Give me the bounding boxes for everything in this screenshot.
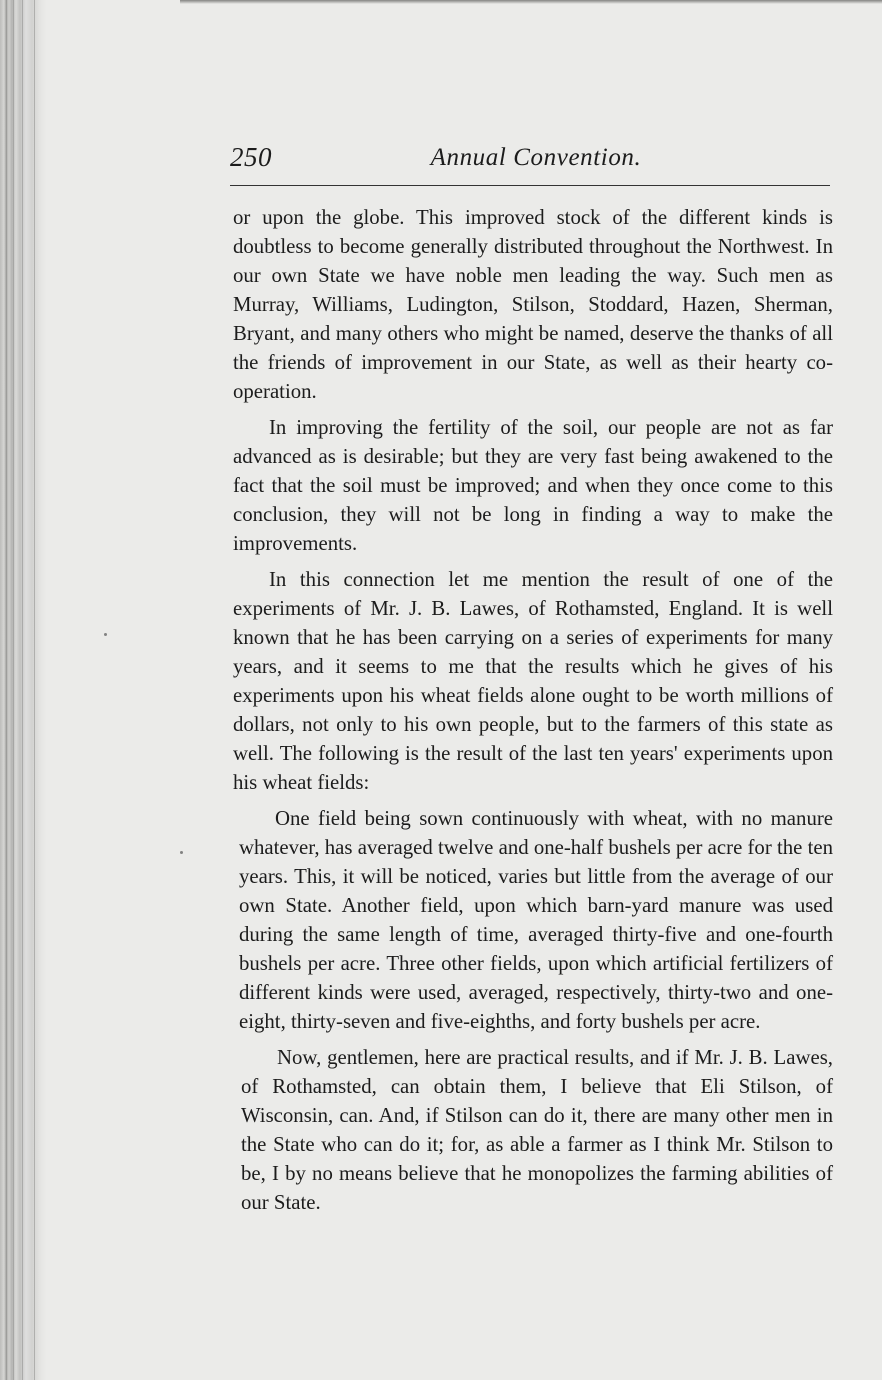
paragraph: or upon the globe. This improved stock of the different kinds is doubtless to become generally distributed throughout the Northwest. In our own State we have noble men leading the way. Such men as Murray, Williams, Ludington, Stilson, Stoddard, Hazen, Sherman, Bryant, and many others who might be named, deserve the thanks of all the friends of improvement in our State, as well as their hearty co-operation. <box>233 206 833 403</box>
paragraph: In this connection let me mention the result of one of the experiments of Mr. J. B. Lawes, of Rothamsted, England. It is well known that he has been carrying on a series of experiments for many years, and it seems to me that the results which he gives of his experiments upon his wheat fields alone ought to be worth millions of dollars, not only to his own people, but to the farmers of this state as well. The following is the result of the last ten years' experiments upon his wheat fields: <box>233 568 833 794</box>
binding-line <box>6 0 7 1380</box>
body-text <box>233 203 833 1224</box>
paragraph: Now, gentlemen, here are practical results, and if Mr. J. B. Lawes, of Rothamsted, can obtain them, I believe that Eli Stilson, of Wisconsin, can. And, if Stilson can do it, there are many other men in the State who can do it; for, as able a farmer as I think Mr. Stilson to be, I by no means believe that he monopolizes the farming abilities of our State. <box>241 1046 833 1214</box>
paper-speck <box>104 633 107 636</box>
paper-speck <box>180 851 183 854</box>
binding-line <box>13 0 14 1380</box>
header-rule <box>230 185 830 186</box>
page-header <box>230 142 830 178</box>
binding-line <box>34 0 35 1380</box>
binding-line <box>22 0 23 1380</box>
paragraph: In improving the fertility of the soil, our people are not as far advanced as is desirable; but they are very fast being awakened to the fact that the soil must be improved; and when they once come to this conclusion, they will not be long in finding a way to make the improvements. <box>233 416 833 555</box>
running-head: Annual Convention. <box>430 144 642 171</box>
page-number: 250 <box>230 142 272 172</box>
top-edge-shadow <box>180 0 882 4</box>
paragraph: One field being sown continuously with wheat, with no manure whatever, has averaged twelve and one-half bushels per acre for the ten years. This, it will be noticed, varies but little from the average of our own State. Another field, upon which barn-yard manure was used during the same length of time, averaged thirty-five and one-fourth bushels per acre. Three other fields, upon which artificial fertilizers of different kinds were used, averaged, respectively, thirty-two and one-eight, thirty-seven and five-eighths, and forty bushels per acre. <box>239 807 833 1033</box>
